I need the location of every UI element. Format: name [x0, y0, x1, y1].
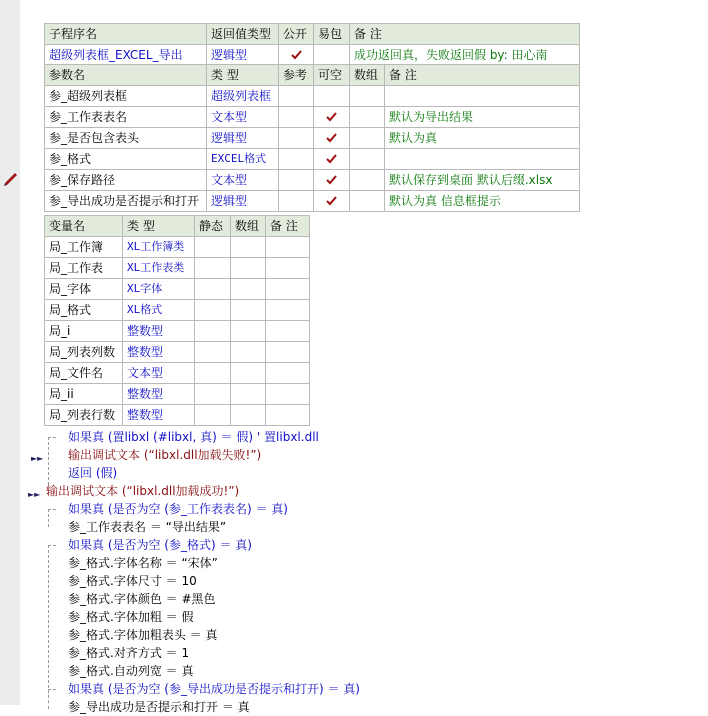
header-cell: 数组 — [350, 65, 385, 86]
code-line[interactable]: 参_格式.自动列宽 ＝ 真 — [68, 664, 194, 678]
variables-table — [44, 215, 310, 426]
code-line[interactable]: 参_导出成功是否提示和打开 ＝ 真 — [68, 700, 250, 714]
check-icon — [326, 112, 337, 122]
code-line[interactable]: 如果真 (置libxl (#libxl, 真) ＝ 假) ' 置libxl.dll — [68, 430, 319, 444]
var-note[interactable] — [266, 258, 310, 279]
param-note[interactable] — [385, 149, 580, 170]
param-note[interactable]: 默认为真 — [385, 128, 580, 149]
parameters-table — [44, 64, 580, 212]
header-cell: 参数名 — [45, 65, 207, 86]
subroutine-row[interactable] — [45, 45, 580, 66]
code-line[interactable]: 输出调试文本 (“libxl.dll加载成功!”) — [46, 484, 240, 498]
param-ref-cell[interactable] — [279, 191, 314, 212]
param-nullable-cell[interactable] — [314, 191, 350, 212]
var-note[interactable] — [266, 300, 310, 321]
check-icon — [291, 50, 302, 60]
header-cell: 备 注 — [350, 24, 580, 45]
var-static-cell[interactable] — [195, 279, 231, 300]
header-cell: 类 型 — [207, 65, 279, 86]
return-type[interactable]: 逻辑型 — [207, 45, 279, 66]
var-type[interactable]: 整数型 — [123, 384, 195, 405]
param-array-cell[interactable] — [350, 86, 385, 107]
parameters-header-row — [45, 65, 580, 86]
var-name[interactable]: 局_格式 — [45, 300, 123, 321]
param-array-cell[interactable] — [350, 170, 385, 191]
var-note[interactable] — [266, 279, 310, 300]
parameters-body — [45, 86, 580, 212]
variable-row[interactable] — [45, 321, 310, 342]
code-line[interactable]: 参_格式.字体名称 ＝ “宋体” — [68, 556, 218, 570]
param-nullable-cell[interactable] — [314, 149, 350, 170]
param-note[interactable]: 默认保存到桌面 默认后缀.xlsx — [385, 170, 580, 191]
var-static-cell[interactable] — [195, 363, 231, 384]
var-static-cell[interactable] — [195, 384, 231, 405]
param-nullable-cell[interactable] — [314, 128, 350, 149]
var-type[interactable]: 整数型 — [123, 405, 195, 426]
code-line[interactable]: 输出调试文本 (“libxl.dll加载失败!”) — [68, 448, 262, 462]
variables-header-row — [45, 216, 310, 237]
param-note[interactable]: 默认为真 信息框提示 — [385, 191, 580, 212]
var-name[interactable]: 局_ii — [45, 384, 123, 405]
var-array-cell[interactable] — [231, 258, 266, 279]
param-array-cell[interactable] — [350, 128, 385, 149]
var-static-cell[interactable] — [195, 405, 231, 426]
var-note[interactable] — [266, 237, 310, 258]
param-type[interactable]: 超级列表框 — [207, 86, 279, 107]
code-line[interactable]: 参_格式.字体颜色 ＝ #黑色 — [68, 592, 216, 606]
var-static-cell[interactable] — [195, 237, 231, 258]
param-type[interactable]: 逻辑型 — [207, 191, 279, 212]
variable-row[interactable] — [45, 258, 310, 279]
variable-row[interactable] — [45, 279, 310, 300]
variable-row[interactable] — [45, 342, 310, 363]
var-name[interactable]: 局_列表行数 — [45, 405, 123, 426]
var-note[interactable] — [266, 363, 310, 384]
parameter-row[interactable] — [45, 170, 580, 191]
param-name[interactable]: 参_是否包含表头 — [45, 128, 207, 149]
pencil-icon — [3, 170, 19, 186]
code-line[interactable]: 参_格式.字体尺寸 ＝ 10 — [68, 574, 197, 588]
header-cell: 变量名 — [45, 216, 123, 237]
var-array-cell[interactable] — [231, 321, 266, 342]
param-array-cell[interactable] — [350, 107, 385, 128]
parameter-row[interactable] — [45, 86, 580, 107]
param-nullable-cell[interactable] — [314, 86, 350, 107]
header-cell: 返回值类型 — [207, 24, 279, 45]
param-ref-cell[interactable] — [279, 128, 314, 149]
var-type[interactable]: XL字体 — [123, 279, 195, 300]
check-icon — [326, 196, 337, 206]
flow-guide — [48, 509, 49, 527]
header-cell: 易包 — [314, 24, 350, 45]
param-nullable-cell[interactable] — [314, 170, 350, 191]
flow-tick — [48, 545, 56, 546]
subroutine-header-row — [45, 24, 580, 45]
var-type[interactable]: 整数型 — [123, 321, 195, 342]
param-type[interactable]: 逻辑型 — [207, 128, 279, 149]
code-line[interactable]: 参_格式.字体加粗 ＝ 假 — [68, 610, 194, 624]
param-note[interactable] — [385, 86, 580, 107]
var-static-cell[interactable] — [195, 258, 231, 279]
variable-row[interactable] — [45, 405, 310, 426]
var-static-cell[interactable] — [195, 342, 231, 363]
code-line[interactable]: 如果真 (是否为空 (参_格式) ＝ 真) — [68, 538, 252, 552]
param-ref-cell[interactable] — [279, 149, 314, 170]
var-type[interactable]: XL工作表类 — [123, 258, 195, 279]
param-name[interactable]: 参_工作表表名 — [45, 107, 207, 128]
var-note[interactable] — [266, 342, 310, 363]
var-name[interactable]: 局_字体 — [45, 279, 123, 300]
var-array-cell[interactable] — [231, 342, 266, 363]
flow-tick — [48, 509, 56, 510]
parameter-row[interactable] — [45, 107, 580, 128]
header-cell: 参考 — [279, 65, 314, 86]
var-name[interactable]: 局_工作表 — [45, 258, 123, 279]
check-icon — [326, 175, 337, 185]
header-cell: 静态 — [195, 216, 231, 237]
subroutine-name[interactable]: 超级列表框_EXCEL_导出 — [45, 45, 207, 66]
param-nullable-cell[interactable] — [314, 107, 350, 128]
code-line[interactable]: 参_格式.对齐方式 ＝ 1 — [68, 646, 190, 660]
param-type[interactable]: EXCEL格式 — [207, 149, 279, 170]
header-cell: 数组 — [231, 216, 266, 237]
param-array-cell[interactable] — [350, 191, 385, 212]
expand-arrow-icon[interactable]: ►► — [28, 490, 41, 499]
var-type[interactable]: 整数型 — [123, 342, 195, 363]
var-array-cell[interactable] — [231, 405, 266, 426]
var-note[interactable] — [266, 384, 310, 405]
flow-guide — [48, 689, 49, 709]
param-note[interactable]: 默认为导出结果 — [385, 107, 580, 128]
param-ref-cell[interactable] — [279, 86, 314, 107]
var-type[interactable]: XL格式 — [123, 300, 195, 321]
param-name[interactable]: 参_超级列表框 — [45, 86, 207, 107]
flow-guide — [48, 545, 49, 698]
var-static-cell[interactable] — [195, 300, 231, 321]
flow-guide — [48, 437, 49, 485]
header-cell: 备 注 — [266, 216, 310, 237]
variable-row[interactable] — [45, 363, 310, 384]
code-line[interactable]: 如果真 (是否为空 (参_导出成功是否提示和打开) ＝ 真) — [68, 682, 360, 696]
subroutine-table — [44, 23, 580, 66]
param-type[interactable]: 文本型 — [207, 107, 279, 128]
parameter-row[interactable] — [45, 191, 580, 212]
param-ref-cell[interactable] — [279, 107, 314, 128]
subroutine-note[interactable]: 成功返回真，失败返回假 by: 田心南 — [350, 45, 580, 66]
var-array-cell[interactable] — [231, 279, 266, 300]
header-cell: 类 型 — [123, 216, 195, 237]
var-array-cell[interactable] — [231, 237, 266, 258]
param-ref-cell[interactable] — [279, 170, 314, 191]
var-array-cell[interactable] — [231, 384, 266, 405]
code-line[interactable]: 返回 (假) — [68, 466, 118, 480]
public-check-cell[interactable] — [279, 45, 314, 66]
parameter-row[interactable] — [45, 149, 580, 170]
header-cell: 备 注 — [385, 65, 580, 86]
variable-row[interactable] — [45, 237, 310, 258]
var-note[interactable] — [266, 321, 310, 342]
var-static-cell[interactable] — [195, 321, 231, 342]
editor-gutter — [0, 0, 20, 705]
flow-tick — [48, 437, 56, 438]
param-name[interactable]: 参_保存路径 — [45, 170, 207, 191]
var-array-cell[interactable] — [231, 300, 266, 321]
header-cell: 可空 — [314, 65, 350, 86]
variable-row[interactable] — [45, 384, 310, 405]
var-name[interactable]: 局_i — [45, 321, 123, 342]
variables-body — [45, 237, 310, 426]
check-icon — [326, 133, 337, 143]
parameter-row[interactable] — [45, 128, 580, 149]
flow-tick — [48, 689, 56, 690]
var-name[interactable]: 局_工作簿 — [45, 237, 123, 258]
code-line[interactable]: 参_工作表表名 ＝ “导出结果” — [68, 520, 227, 534]
header-cell: 公开 — [279, 24, 314, 45]
var-name[interactable]: 局_列表列数 — [45, 342, 123, 363]
param-array-cell[interactable] — [350, 149, 385, 170]
var-note[interactable] — [266, 405, 310, 426]
easy-pkg-cell[interactable] — [314, 45, 350, 66]
expand-arrow-icon[interactable]: ►► — [31, 454, 44, 463]
code-line[interactable]: 参_格式.字体加粗表头 ＝ 真 — [68, 628, 218, 642]
param-name[interactable]: 参_格式 — [45, 149, 207, 170]
var-array-cell[interactable] — [231, 363, 266, 384]
param-name[interactable]: 参_导出成功是否提示和打开 — [45, 191, 207, 212]
var-type[interactable]: XL工作簿类 — [123, 237, 195, 258]
code-line[interactable]: 如果真 (是否为空 (参_工作表表名) ＝ 真) — [68, 502, 288, 516]
param-type[interactable]: 文本型 — [207, 170, 279, 191]
var-type[interactable]: 文本型 — [123, 363, 195, 384]
variable-row[interactable] — [45, 300, 310, 321]
check-icon — [326, 154, 337, 164]
var-name[interactable]: 局_文件名 — [45, 363, 123, 384]
header-cell: 子程序名 — [45, 24, 207, 45]
